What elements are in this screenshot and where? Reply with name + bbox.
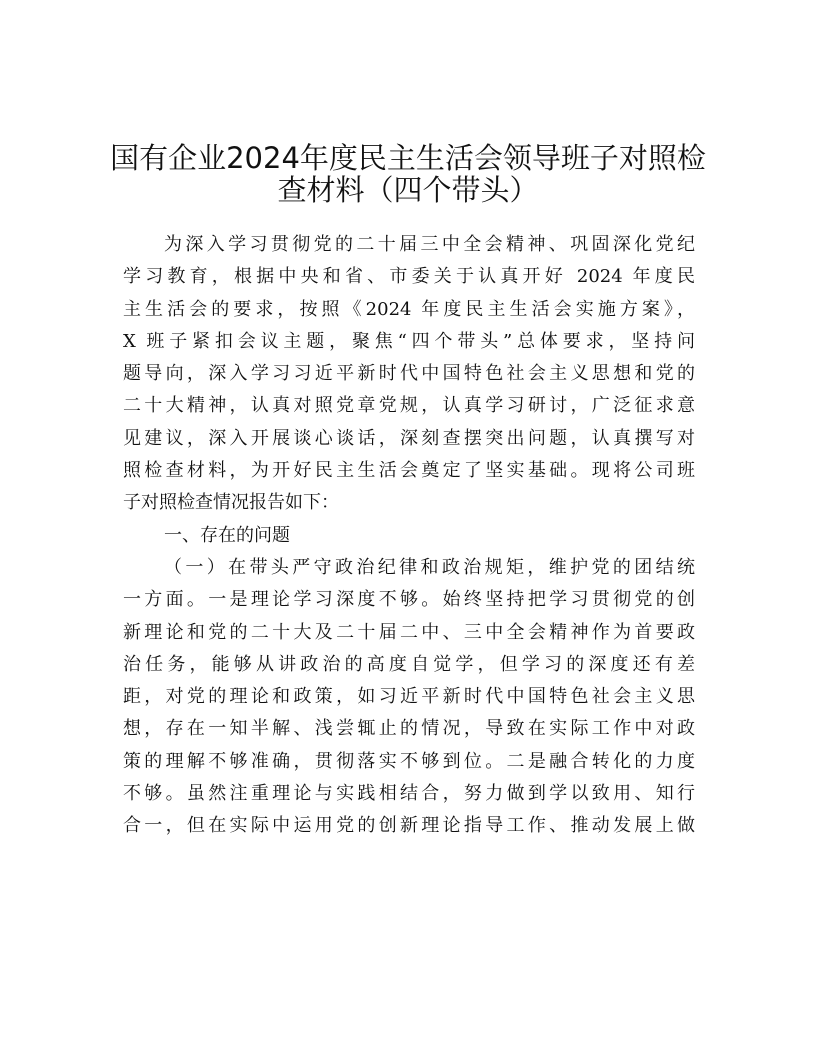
- paragraph-line: 一方面。一是理论学习深度不够。始终坚持把学习贯彻党的创: [123, 589, 695, 611]
- paragraph-line: 新理论和党的二十大及二十届二中、三中全会精神作为首要政: [123, 621, 695, 643]
- paragraph-line: 不够。虽然注重理论与实践相结合，努力做到学以致用、知行: [123, 783, 695, 805]
- paragraph-line: 子对照检查情况报告如下：: [123, 492, 339, 514]
- paragraph-line: 合一，但在实际中运用党的创新理论指导工作、推动发展上做: [123, 815, 695, 837]
- paragraph-line: 题导向，深入学习习近平新时代中国特色社会主义思想和党的: [123, 363, 695, 385]
- paragraph-line: 见建议，深入开展谈心谈话，深刻查摆突出问题，认真撰写对: [123, 427, 695, 449]
- paragraph-line: 治任务，能够从讲政治的高度自觉学，但学习的深度还有差: [123, 653, 695, 675]
- paragraph-line: 学习教育，根据中央和省、市委关于认真开好 2024 年度民: [123, 266, 695, 288]
- paragraph-line: 策的理解不够准确，贯彻落实不够到位。二是融合转化的力度: [123, 750, 695, 772]
- document-body: [123, 229, 695, 843]
- document-title: [110, 142, 706, 206]
- title-line: 查材料（四个带头）: [277, 173, 539, 207]
- section-heading: 一、存在的问题: [164, 524, 290, 546]
- paragraph-line: 想，存在一知半解、浅尝辄止的情况，导致在实际工作中对政: [123, 718, 695, 740]
- title-line: 国有企业2024年度民主生活会领导班子对照检: [110, 141, 706, 175]
- paragraph-line: 照检查材料，为开好民主生活会奠定了坚实基础。现将公司班: [123, 460, 695, 482]
- paragraph-line: （一）在带头严守政治纪律和政治规矩，维护党的团结统: [164, 556, 695, 578]
- paragraph-line: 主生活会的要求，按照《2024 年度民主生活会实施方案》，: [123, 298, 695, 320]
- paragraph-line: 为深入学习贯彻党的二十届三中全会精神、巩固深化党纪: [164, 234, 695, 255]
- paragraph-line: X 班子紧扣会议主题，聚焦“四个带头”总体要求，坚持问: [123, 330, 695, 352]
- problem-paragraph: [123, 552, 695, 843]
- paragraph-line: 距，对党的理论和政策，如习近平新时代中国特色社会主义思: [123, 686, 695, 708]
- paragraph-line: 二十大精神，认真对照党章党规，认真学习研讨，广泛征求意: [123, 395, 695, 417]
- intro-paragraph: [123, 229, 695, 520]
